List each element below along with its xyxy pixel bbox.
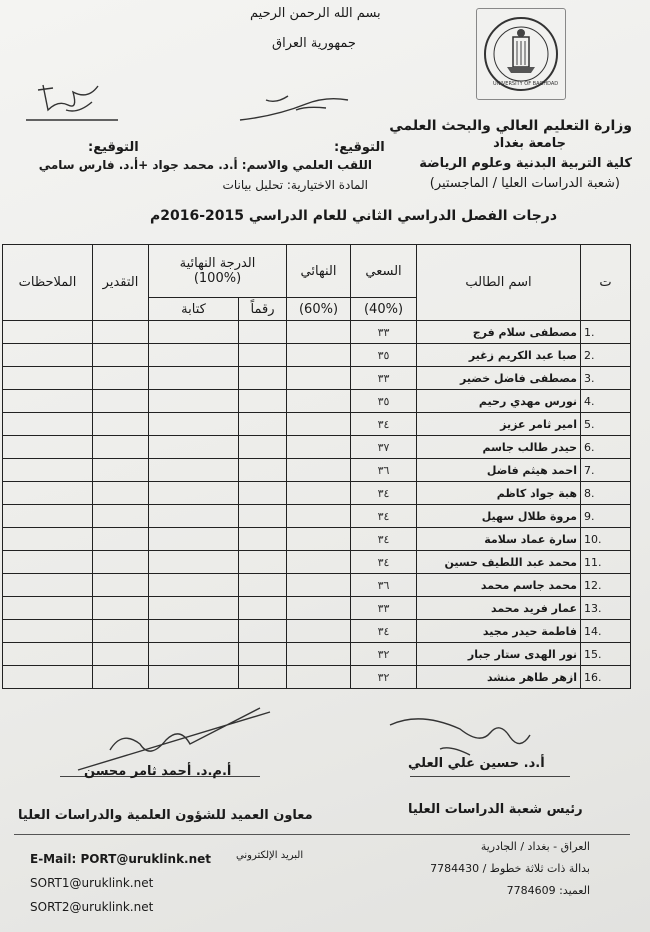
student-name: احمد هيثم فاضل [417,459,581,482]
total-words [149,666,239,689]
header-effort: السعي [351,245,417,298]
effort-score: ٣٦ [351,574,417,597]
subject-name: المادة الاختيارية: تحليل بيانات [222,178,368,192]
signature-scribble-center [236,90,356,130]
effort-score: ٣٢ [351,643,417,666]
total-words [149,367,239,390]
row-number: 5. [581,413,631,436]
phone-line: بدالة ذات ثلاثة خطوط / 7784430 [430,862,590,875]
final-score [287,597,351,620]
instructor-names: اللقب العلمي والاسم: أ.د. محمد جواد +أ.د. فارس سامي [38,158,372,172]
table-row [3,344,631,367]
grade-cell [93,321,149,344]
notes-cell [3,551,93,574]
table-row [3,574,631,597]
total-words [149,620,239,643]
notes-cell [3,643,93,666]
final-score [287,505,351,528]
table-row [3,666,631,689]
total-words [149,436,239,459]
division-name: (شعبة الدراسات العليا / الماجستير) [429,176,620,191]
header-number: ت [581,245,631,321]
signature-label-left: التوقيع: [88,140,139,155]
grade-cell [93,367,149,390]
total-digits [239,367,287,390]
student-name: ازهر طاهر منشد [417,666,581,689]
table-row [3,367,631,390]
total-digits [239,436,287,459]
row-number: 10. [581,528,631,551]
grade-cell [93,620,149,643]
notes-cell [3,459,93,482]
table-row [3,597,631,620]
email-label: البريد الإلكتروني [236,850,304,861]
total-words [149,505,239,528]
total-digits [239,344,287,367]
basmala: بسم الله الرحمن الرحيم [250,6,381,21]
student-name: محمد عبد اللطيف حسين [417,551,581,574]
total-words [149,459,239,482]
effort-score: ٣٤ [351,551,417,574]
student-name: فاطمة حيدر مجيد [417,620,581,643]
effort-score: ٣٤ [351,620,417,643]
final-score [287,344,351,367]
final-score [287,367,351,390]
header-effort-pct: (40%) [351,298,417,321]
row-number: 2. [581,344,631,367]
total-digits [239,574,287,597]
final-score [287,528,351,551]
header-final-grade-pct: (100%) [193,271,242,286]
student-name: صبا عبد الكريم زغير [417,344,581,367]
total-words [149,597,239,620]
email-prefix: E-Mail: [30,852,77,866]
head-name: أ.د. حسين علي العلي [408,756,545,771]
total-digits [239,528,287,551]
student-name: نور الهدى ستار جبار [417,643,581,666]
dean-phone: العميد: 7784609 [506,884,590,897]
effort-score: ٣٣ [351,367,417,390]
row-number: 16. [581,666,631,689]
effort-score: ٣٦ [351,459,417,482]
notes-cell [3,344,93,367]
grade-cell [93,413,149,436]
total-digits [239,321,287,344]
header-final-grade-label: الدرجة النهائية [179,256,256,271]
row-number: 4. [581,390,631,413]
student-name: مصطفى فاضل خضير [417,367,581,390]
effort-score: ٣٧ [351,436,417,459]
header-words: كتابة [149,298,239,321]
table-row [3,528,631,551]
total-digits [239,597,287,620]
header-notes: الملاحظات [3,245,93,321]
total-digits [239,551,287,574]
effort-score: ٣٣ [351,597,417,620]
header-student-name: اسم الطالب [417,245,581,321]
total-digits [239,482,287,505]
header-final-pct: (60%) [287,298,351,321]
total-words [149,390,239,413]
row-number: 3. [581,367,631,390]
ministry-name: وزارة التعليم العالي والبحث العلمي [389,118,632,134]
head-title: رئيس شعبة الدراسات العليا [408,802,583,817]
table-row [3,413,631,436]
final-score [287,620,351,643]
table-row [3,620,631,643]
grade-cell [93,482,149,505]
student-name: مروة طلال سهيل [417,505,581,528]
header-grade: التقدير [93,245,149,321]
total-words [149,528,239,551]
final-score [287,643,351,666]
total-digits [239,643,287,666]
dean-name: أ.م.د. أحمد ثامر محسن [84,764,232,779]
final-score [287,459,351,482]
student-name: هبة جواد كاظم [417,482,581,505]
student-name: امير ثامر عزيز [417,413,581,436]
notes-cell [3,620,93,643]
signature-label-center: التوقيع: [334,140,385,155]
effort-score: ٣٤ [351,505,417,528]
grade-cell [93,574,149,597]
notes-cell [3,482,93,505]
total-words [149,413,239,436]
head-signature-line [410,776,570,777]
table-row [3,459,631,482]
university-name: جامعة بغداد [493,136,566,151]
table-row [3,505,631,528]
final-score [287,413,351,436]
effort-score: ٣٤ [351,482,417,505]
grade-cell [93,597,149,620]
final-score [287,574,351,597]
footer-divider [14,834,630,835]
grade-cell [93,528,149,551]
notes-cell [3,505,93,528]
row-number: 9. [581,505,631,528]
row-number: 14. [581,620,631,643]
row-number: 8. [581,482,631,505]
final-score [287,666,351,689]
document-title: درجات الفصل الدراسي الثاني للعام الدراسي 2015-2016م [150,208,558,224]
notes-cell [3,321,93,344]
notes-cell [3,528,93,551]
notes-cell [3,666,93,689]
total-digits [239,459,287,482]
grade-cell [93,436,149,459]
grade-cell [93,643,149,666]
total-digits [239,666,287,689]
effort-score: ٣٤ [351,413,417,436]
header-final-grade [149,245,287,298]
notes-cell [3,574,93,597]
university-logo [476,8,566,100]
total-digits [239,620,287,643]
grade-cell [93,666,149,689]
total-digits [239,390,287,413]
total-words [149,321,239,344]
table-row [3,390,631,413]
student-name: محمد جاسم محمد [417,574,581,597]
notes-cell [3,367,93,390]
final-score [287,436,351,459]
republic-name: جمهورية العراق [272,36,356,51]
row-number: 11. [581,551,631,574]
grade-cell [93,344,149,367]
student-name: عمار فريد محمد [417,597,581,620]
total-words [149,574,239,597]
notes-cell [3,597,93,620]
dean-title: معاون العميد للشؤون العلمية والدراسات العليا [18,808,313,823]
student-name: مصطفى سلام فرج [417,321,581,344]
student-name: سارة عماد سلامة [417,528,581,551]
row-number: 1. [581,321,631,344]
table-row [3,551,631,574]
header-final-exam: النهائي [287,245,351,298]
effort-score: ٣٣ [351,321,417,344]
total-digits [239,505,287,528]
row-number: 15. [581,643,631,666]
total-digits [239,413,287,436]
address: العراق - بغداد / الجادرية [480,840,590,853]
effort-score: ٣٥ [351,344,417,367]
final-score [287,390,351,413]
header-digits: رقماً [239,298,287,321]
total-words [149,551,239,574]
row-number: 13. [581,597,631,620]
effort-score: ٣٤ [351,528,417,551]
signature-scribble-left [18,80,128,130]
grade-cell [93,551,149,574]
table-row [3,482,631,505]
grade-cell [93,459,149,482]
email-1 [30,852,211,866]
grade-cell [93,505,149,528]
row-number: 12. [581,574,631,597]
notes-cell [3,390,93,413]
row-number: 6. [581,436,631,459]
total-words [149,482,239,505]
student-name: حيدر طالب جاسم [417,436,581,459]
email-address-1: PORT@uruklink.net [80,852,212,866]
notes-cell [3,413,93,436]
effort-score: ٣٥ [351,390,417,413]
grade-cell [93,390,149,413]
total-words [149,344,239,367]
row-number: 7. [581,459,631,482]
email-address-3: SORT2@uruklink.net [30,900,154,914]
notes-cell [3,436,93,459]
table-row [3,643,631,666]
student-name: نورس مهدي رحيم [417,390,581,413]
college-name: كلية التربية البدنية وعلوم الرياضة [419,156,632,171]
table-row [3,321,631,344]
final-score [287,551,351,574]
grades-table [2,244,631,689]
total-words [149,643,239,666]
final-score [287,482,351,505]
email-address-2: SORT1@uruklink.net [30,876,154,890]
effort-score: ٣٢ [351,666,417,689]
logo-text: UNIVERSITY OF BAGHDAD [493,81,559,87]
final-score [287,321,351,344]
table-row [3,436,631,459]
